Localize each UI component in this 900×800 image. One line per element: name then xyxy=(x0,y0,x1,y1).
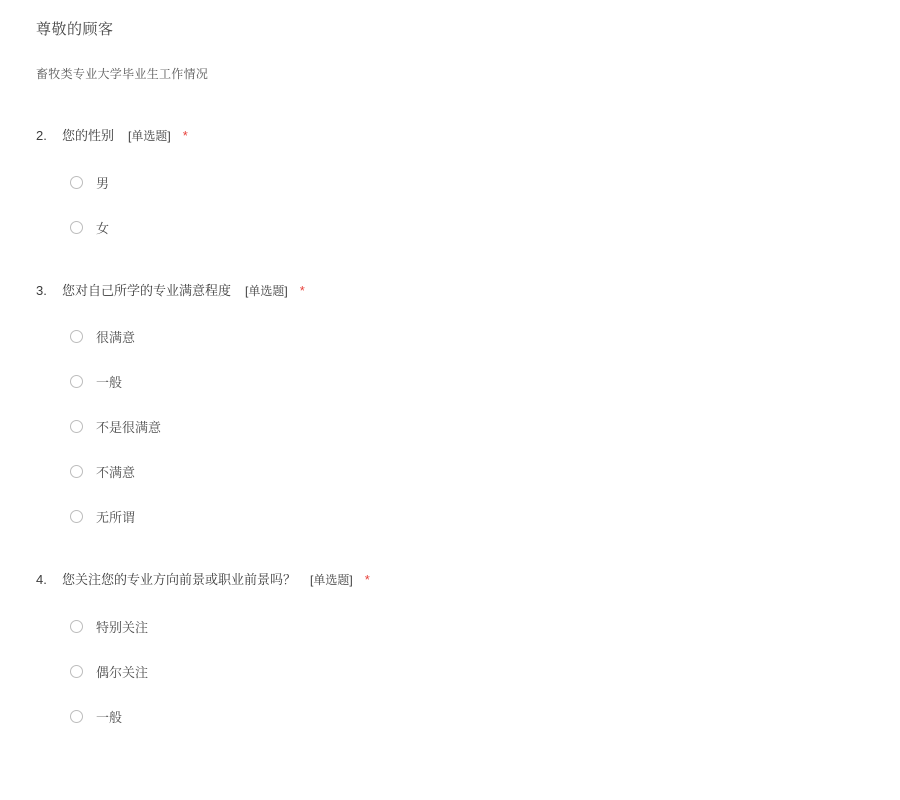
question-type-label: [单选题] xyxy=(128,129,171,143)
question-title: 您对自己所学的专业满意程度 xyxy=(62,283,232,298)
radio-icon[interactable] xyxy=(70,510,83,523)
question-title: 您的性别 xyxy=(62,128,115,143)
radio-icon[interactable] xyxy=(70,375,83,388)
question-list xyxy=(0,126,900,726)
question-index: 2. xyxy=(36,128,47,143)
required-marker: * xyxy=(182,128,188,143)
option-item[interactable] xyxy=(36,327,900,346)
option-item[interactable] xyxy=(36,218,900,237)
question-item xyxy=(0,281,900,526)
option-item[interactable] xyxy=(36,707,900,726)
required-marker: * xyxy=(364,572,370,587)
radio-icon[interactable] xyxy=(70,221,83,234)
survey-description: 畜牧类专业大学毕业生工作情况 xyxy=(36,67,209,81)
option-item[interactable] xyxy=(36,417,900,436)
option-label: 一般 xyxy=(96,710,123,725)
option-list xyxy=(36,173,900,237)
question-type-label: [单选题] xyxy=(310,573,353,587)
option-list xyxy=(36,617,900,726)
question-item xyxy=(0,126,900,237)
option-label: 特别关注 xyxy=(96,620,149,635)
option-item[interactable] xyxy=(36,173,900,192)
radio-icon[interactable] xyxy=(70,665,83,678)
option-list xyxy=(36,327,900,526)
question-header xyxy=(36,281,900,301)
option-label: 不满意 xyxy=(96,465,136,480)
question-header xyxy=(36,570,900,590)
option-item[interactable] xyxy=(36,662,900,681)
option-label: 偶尔关注 xyxy=(96,665,149,680)
radio-icon[interactable] xyxy=(70,710,83,723)
option-label: 女 xyxy=(96,221,110,236)
radio-icon[interactable] xyxy=(70,330,83,343)
option-label: 男 xyxy=(96,176,110,191)
question-item xyxy=(0,570,900,726)
option-item[interactable] xyxy=(36,372,900,391)
question-index: 3. xyxy=(36,283,47,298)
option-item[interactable] xyxy=(36,507,900,526)
radio-icon[interactable] xyxy=(70,420,83,433)
question-type-label: [单选题] xyxy=(245,284,288,298)
question-index: 4. xyxy=(36,572,47,587)
radio-icon[interactable] xyxy=(70,465,83,478)
radio-icon[interactable] xyxy=(70,620,83,633)
option-label: 很满意 xyxy=(96,330,136,345)
option-item[interactable] xyxy=(36,617,900,636)
question-header xyxy=(36,126,900,146)
radio-icon[interactable] xyxy=(70,176,83,189)
question-title: 您关注您的专业方向前景或职业前景吗？ xyxy=(62,572,297,587)
option-item[interactable] xyxy=(36,462,900,481)
option-label: 无所谓 xyxy=(96,510,136,525)
option-label: 不是很满意 xyxy=(96,420,162,435)
option-label: 一般 xyxy=(96,375,123,390)
page-title: 尊敬的顾客 xyxy=(36,21,114,38)
required-marker: * xyxy=(299,283,305,298)
